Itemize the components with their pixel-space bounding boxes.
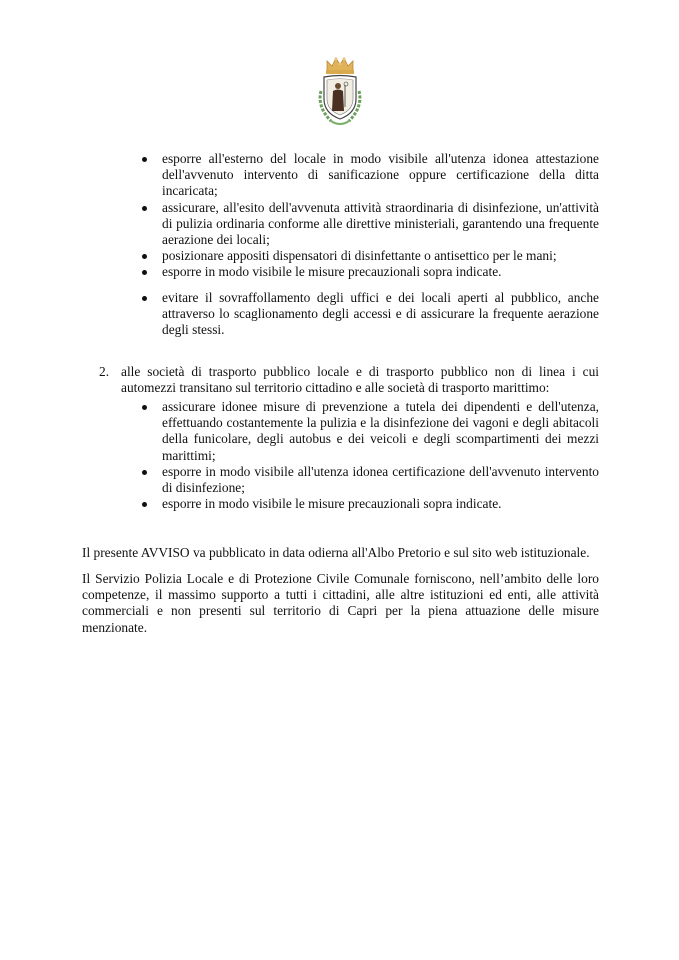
bullet-icon [142, 254, 147, 259]
list-item [162, 290, 599, 339]
item-text: alle società di trasporto pubblico locale e di trasporto pubblico non di linea i cui automezzi transitano sul territorio cittadino e alle società di trasporto marittimo: [121, 364, 599, 396]
bullet-icon [142, 157, 147, 162]
bullet-icon [142, 470, 147, 475]
list-item-text: esporre in modo visibile le misure precauzionali sopra indicate. [162, 264, 502, 280]
publication-paragraph: Il presente AVVISO va pubblicato in data odierna all'Albo Pretorio e sul sito web istituzionale. [82, 545, 590, 560]
bullet-icon [142, 206, 147, 211]
list-item [162, 464, 599, 496]
municipal-coat-of-arms-icon [313, 55, 367, 131]
list-item-text: esporre in modo visibile all'utenza idonea certificazione dell'avvenuto intervento di disinfezione; [162, 463, 599, 496]
bullet-icon [142, 270, 147, 275]
bullet-icon [142, 502, 147, 507]
bullet-icon [142, 296, 147, 301]
support-paragraph: Il Servizio Polizia Locale e di Protezione Civile Comunale forniscono, nell’ambito delle loro competenze, il massimo supporto a tutti i cittadini, alle altre istituzioni ed enti, alle attività commerciali e non presenti sul territorio di Capri per la piena attuazione delle misure menzionate. [82, 571, 599, 635]
bullet-icon [142, 405, 147, 410]
list-item [162, 151, 599, 200]
list-item [162, 399, 599, 464]
list-item [162, 248, 599, 264]
list-item-text: posizionare appositi dispensatori di disinfettante o antisettico per le mani; [162, 248, 557, 264]
list-item-text: assicurare, all'esito dell'avvenuta attività straordinaria di disinfezione, un'attività di pulizia ordinaria conforme alle direttive ministeriali, garantendo una frequente aerazione dei locali; [162, 199, 599, 248]
numbered-item [99, 364, 599, 396]
transport-bullet-list [162, 399, 599, 512]
list-item-text: esporre in modo visibile le misure precauzionali sopra indicate. [162, 496, 502, 512]
list-item-text: esporre all'esterno del locale in modo visibile all'utenza idonea attestazione dell'avvenuto intervento di sanificazione oppure certificazione della ditta incaricata; [162, 151, 599, 199]
list-item [162, 264, 599, 280]
list-item-text: evitare il sovraffollamento degli uffici e dei locali aperti al pubblico, anche attraverso lo scaglionamento degli accessi e di assicurare la frequente aerazione degli stessi. [162, 289, 599, 338]
list-item [162, 496, 599, 512]
list-item [162, 200, 599, 249]
precautions-bullet-list [162, 151, 599, 338]
item-number: 2. [99, 364, 110, 379]
list-item-text: assicurare idonee misure di prevenzione a tutela dei dipendenti e dell'utenza, effettuando costantemente la pulizia e la disinfezione dei vagoni e degli abitacoli della funicolare, degli autobus e dei veicoli e degli scompartimenti dei mezzi marittimi; [162, 399, 599, 463]
